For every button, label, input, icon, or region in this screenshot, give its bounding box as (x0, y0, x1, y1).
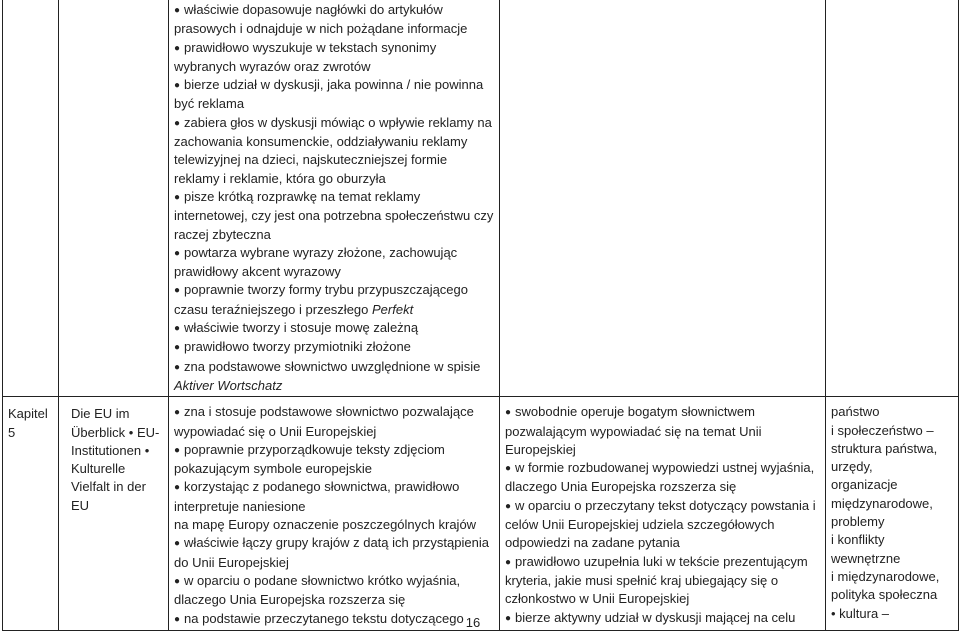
list-item-text: właściwie łączy grupy krajów z datą ich przystąpienia do Unii Europejskiej (174, 535, 489, 570)
list-item (174, 244, 494, 282)
curriculum-list (831, 403, 953, 623)
bullet-icon: ● (174, 247, 181, 259)
skills-basic-cell (169, 0, 500, 397)
curriculum-cell (826, 397, 959, 631)
curriculum-line: struktura państwa, (831, 440, 938, 456)
curriculum-line: urzędy, (831, 459, 873, 475)
list-item-text: właściwie dopasowuje nagłówki do artykułów prasowych i odnajduje w nich pożądane informacje (174, 2, 468, 37)
curriculum-line: państwo (831, 404, 880, 420)
table-row (3, 397, 959, 631)
list-item-italic-term: Aktiver Wortschatz (174, 377, 283, 393)
list-item (174, 441, 494, 479)
list-item (174, 572, 494, 610)
curriculum-line: wewnętrzne (831, 550, 901, 566)
list-item (174, 478, 494, 516)
list-item-text: prawidłowo tworzy przymiotniki złożone (184, 339, 411, 355)
bullet-icon: ● (505, 556, 512, 568)
table-row (3, 0, 959, 397)
curriculum-cell-empty (826, 0, 959, 397)
bullet-icon: ● (174, 361, 181, 373)
bullet-icon: ● (174, 482, 181, 494)
list-item (505, 403, 820, 459)
list-item (174, 338, 494, 357)
list-item-text: zna podstawowe słownictwo uwzględnione w spisie (184, 358, 481, 374)
list-item-text: bierze aktywny udział w dyskusji mającej na celu (515, 609, 796, 625)
list-item (174, 403, 494, 441)
list-item-text: korzystając z podanego słownictwa, prawidłowo interpretuje naniesione (174, 479, 460, 514)
list-item-text: poprawnie przyporządkowuje teksty zdjęciom pokazującym symbole europejskie (174, 441, 445, 477)
chapter-cell-empty (3, 0, 59, 397)
list-item (174, 281, 494, 319)
list-item-text: poprawnie tworzy formy trybu przypuszczającego czasu teraźniejszego i przeszłego (174, 282, 468, 317)
list-item-text: powtarza wybrane wyrazy złożone, zachowując prawidłowy akcent wyrazowy (174, 244, 458, 280)
list-item (505, 553, 820, 609)
page-number: 16 (465, 615, 481, 630)
list-item (174, 534, 494, 572)
skills-list (174, 1, 494, 395)
curriculum-line: i konflikty (831, 532, 885, 548)
list-item (174, 188, 494, 244)
bullet-icon: ● (174, 117, 181, 129)
list-item-text: zna i stosuje podstawowe słownictwo pozwalające wypowiadać się o Unii Europejskiej (174, 404, 474, 439)
list-item (174, 319, 494, 338)
bullet-icon: ● (174, 323, 181, 335)
list-item-text: bierze udział w dyskusji, jaka powinna / nie powinna być reklama (174, 77, 484, 112)
bullet-icon: ● (174, 285, 181, 297)
skills-extended-cell-empty (500, 0, 826, 397)
list-item (174, 76, 494, 114)
curriculum-line: problemy (831, 514, 885, 530)
curriculum-table (2, 0, 959, 631)
bullet-icon: ● (505, 500, 512, 512)
list-item-text: w formie rozbudowanej wypowiedzi ustnej wyjaśnia, dlaczego Unia Europejska rozszerza się (505, 460, 815, 495)
bullet-icon: ● (505, 612, 512, 624)
curriculum-line: i społeczeństwo – (831, 422, 934, 438)
list-item-text: swobodnie operuje bogatym słownictwem pozwalającym wypowiadać się na temat Unii Europejskiej (505, 404, 762, 457)
list-item-text: zabiera głos w dyskusji mówiąc o wpływie reklamy na zachowania konsumenckie, oddziaływaniu reklamy telewizyjnej na dzieci, najskuteczniejszej formie reklamy i reklamie, która go oburzyła (174, 114, 492, 186)
bullet-icon: ● (505, 463, 512, 475)
list-item-text: prawidłowo uzupełnia luki w tekście prezentującym kryteria, jakie musi spełnić kraj ubiegający się o członkostwo w Unii Europejskiej (505, 553, 808, 607)
topic-label: Die EU im Überblick • EU-Institutionen • Kulturelle Vielfalt in der EU (59, 397, 169, 631)
list-item (174, 39, 494, 77)
list-item-text: na podstawie przeczytanego tekstu dotyczącego (184, 610, 464, 626)
list-item (174, 358, 494, 396)
skills-basic-cell (169, 397, 500, 631)
list-item-italic-term: Perfekt (372, 301, 414, 317)
bullet-icon: ● (174, 342, 181, 354)
bullet-icon: ● (174, 613, 181, 625)
skills-extended-cell (500, 397, 826, 631)
bullet-icon: ● (174, 80, 181, 92)
list-item-text: w oparciu o podane słownictwo krótko wyjaśnia, dlaczego Unia Europejska rozszerza się (174, 572, 461, 608)
skills-list (174, 403, 494, 629)
list-item-text: prawidłowo wyszukuje w tekstach synonimy wybranych wyrazów oraz zwrotów (174, 39, 437, 74)
bullet-icon: ● (174, 42, 181, 54)
bullet-icon: ● (174, 575, 181, 587)
list-item (174, 516, 494, 534)
list-item (174, 1, 494, 39)
topic-cell-empty (59, 0, 169, 397)
bullet-icon: ● (174, 538, 181, 550)
bullet-icon: ● (174, 191, 181, 203)
bullet-icon: ● (174, 444, 181, 456)
skills-list (505, 403, 820, 628)
list-item-text: właściwie tworzy i stosuje mowę zależną (184, 320, 419, 336)
curriculum-line: międzynarodowe, (831, 495, 933, 511)
curriculum-line: polityka społeczna (831, 587, 938, 603)
list-item (505, 459, 820, 497)
list-item (505, 497, 820, 553)
curriculum-line: organizacje (831, 477, 898, 493)
bullet-icon: ● (174, 407, 181, 419)
list-item-text: pisze krótką rozprawkę na temat reklamy internetowej, czy jest ona potrzebna społeczeństwu czy raczej zbyteczna (174, 188, 494, 242)
bullet-icon: ● (505, 407, 512, 419)
list-item-text: w oparciu o przeczytany tekst dotyczący powstania i celów Unii Europejskiej udziela szczegółowych odpowiedzi na zadane pytania (505, 497, 816, 551)
list-item (174, 114, 494, 188)
list-item-text: na mapę Europy oznaczenie poszczególnych krajów (174, 517, 477, 533)
chapter-label: Kapitel 5 (3, 397, 59, 631)
curriculum-line: • kultura – (831, 605, 890, 621)
bullet-icon: ● (174, 5, 181, 16)
curriculum-line: i międzynarodowe, (831, 568, 940, 584)
